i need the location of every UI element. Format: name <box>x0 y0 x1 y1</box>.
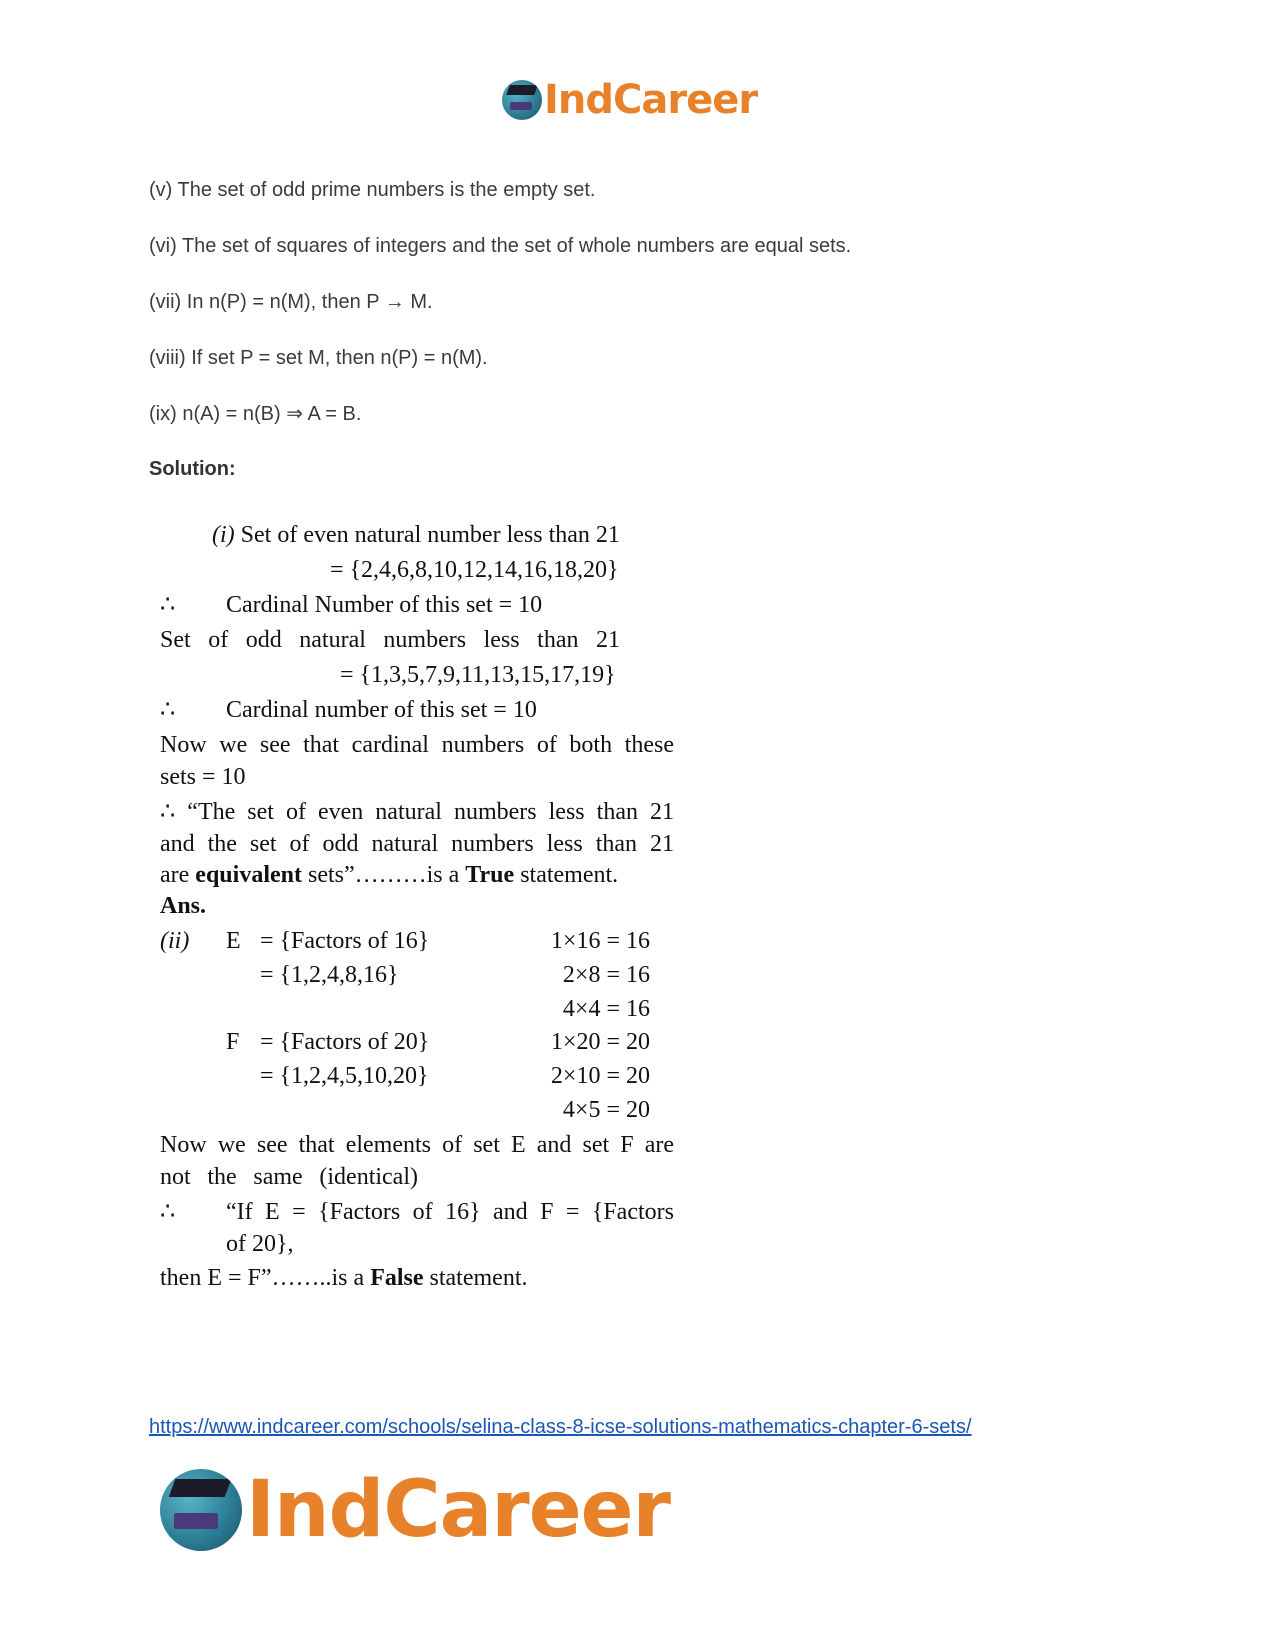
statement-text: then E = F”……..is a <box>160 1265 371 1291</box>
globe-graduation-cap-icon <box>160 1469 242 1551</box>
part-i-label: (i) <box>212 522 235 548</box>
part-i-text: Set of even natural number less than 21 <box>234 522 620 548</box>
part-ii-label: (ii) <box>160 928 190 954</box>
therefore-symbol: ∴ <box>160 592 176 618</box>
question-item-ix: (ix) n(A) = n(B) ⇒ A = B. <box>149 403 362 425</box>
footer-logo <box>160 1467 670 1553</box>
comparison-line: Now we see that cardinal numbers of both these <box>160 732 674 758</box>
odd-set-heading: Set of odd natural numbers less than 21 <box>160 627 620 653</box>
factor-product: 2×10 = 20 <box>550 1063 650 1089</box>
even-set-line: = {2,4,6,8,10,12,14,16,18,20} <box>330 557 619 583</box>
equivalent-keyword: equivalent <box>195 862 302 888</box>
question-item-viii: (viii) If set P = set M, then n(P) = n(M). <box>149 347 488 369</box>
conclusion-text: statement. <box>514 862 619 888</box>
conclusion-text: are <box>160 862 196 888</box>
set-e-elements: = {1,2,4,8,16} <box>260 962 399 988</box>
therefore-symbol: ∴ <box>160 697 176 723</box>
footer-logo-text: IndCareer <box>246 1465 670 1555</box>
source-url-link[interactable]: https://www.indcareer.com/schools/selina-class-8-icse-solutions-mathematics-chapter-6-sets/ <box>149 1416 972 1438</box>
not-identical-line: not the same (identical) <box>160 1164 418 1190</box>
statement-text: statement. <box>423 1265 528 1291</box>
conclusion-line-3 <box>160 860 674 890</box>
sets-count-line: sets = 10 <box>160 764 246 790</box>
set-e-definition: = {Factors of 16} <box>260 928 430 954</box>
factor-product: 4×4 = 16 <box>562 996 650 1022</box>
statement-line-1: “If E = {Factors of 16} and F = {Factors <box>226 1199 674 1225</box>
set-f-definition: = {Factors of 20} <box>260 1029 430 1055</box>
cardinal-line-1: Cardinal Number of this set = 10 <box>226 592 543 618</box>
true-keyword: True <box>465 862 515 888</box>
false-statement-line <box>160 1263 527 1293</box>
factor-product: 1×16 = 16 <box>550 928 650 954</box>
odd-set-line: = {1,3,5,7,9,11,13,15,17,19} <box>340 662 616 688</box>
false-keyword: False <box>370 1265 424 1291</box>
conclusion-line-1: ∴ “The set of even natural numbers less than 21 <box>160 799 674 825</box>
answer-label: Ans. <box>160 893 207 919</box>
globe-graduation-cap-icon <box>502 80 542 120</box>
set-f-elements: = {1,2,4,5,10,20} <box>260 1063 429 1089</box>
header-logo-text: IndCareer <box>544 77 758 123</box>
elements-comparison-line: Now we see that elements of set E and set F are <box>160 1132 674 1158</box>
header-logo <box>502 78 757 122</box>
conclusion-text: sets”………is a <box>301 862 466 888</box>
statement-line-2: of 20}, <box>226 1231 294 1257</box>
set-f-label: F <box>226 1029 240 1055</box>
solution-line-i <box>212 520 620 550</box>
factor-product: 1×20 = 20 <box>550 1029 650 1055</box>
solution-heading: Solution: <box>149 458 236 480</box>
question-item-vii: (vii) In n(P) = n(M), then P → M. <box>149 291 433 313</box>
factor-product: 4×5 = 20 <box>562 1097 650 1123</box>
question-item-vi: (vi) The set of squares of integers and the set of whole numbers are equal sets. <box>149 235 852 257</box>
question-item-v: (v) The set of odd prime numbers is the empty set. <box>149 179 596 201</box>
cardinal-line-2: Cardinal number of this set = 10 <box>226 697 537 723</box>
conclusion-line-2: and the set of odd natural numbers less than 21 <box>160 831 674 857</box>
set-e-label: E <box>226 928 241 954</box>
therefore-symbol: ∴ <box>160 1199 176 1225</box>
factor-product: 2×8 = 16 <box>562 962 650 988</box>
